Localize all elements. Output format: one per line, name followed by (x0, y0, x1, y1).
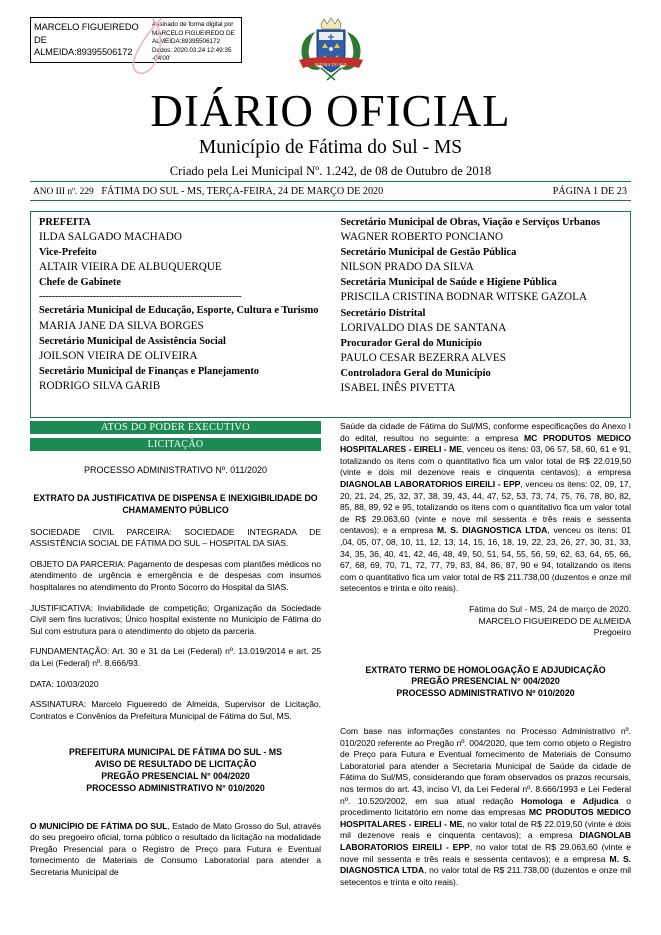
officials-box (30, 211, 631, 418)
banner-atos-do-poder-executivo: ATOS DO PODER EXECUTIVO (30, 421, 321, 434)
signature-details: Assinado de forma digital por MARCELO FIGUEIREDO DE ALMEIDA:89395506172 Dados: 2020.03.24 12:49:35 -04'00' (152, 21, 235, 63)
signature-person-role: Pregoeiro (593, 627, 631, 638)
resultado-text-4: , venceu os itens: 01 ,04, 05, 07, 08, 10, 11, 12, 13, 14, 15, 16, 18, 19, 22, 23, 26, 27, 30, 31, 33, 34, 35, 36, 40, 41, 42, 46, 48, 49, 50, 51, 54, 55, 56, 59, 62, 63, 64, 65, 66, 67, 68, 69, 70, 71, 72, 77, 79, 83, 84, 86, 87, 90 e 94, totalizando os itens com o quantitativo fica um valor total de R$ 211.738,00 (duzentos e onze mil setecentos e trinta e oito reais). (340, 525, 631, 594)
municipio-paragraph (30, 821, 321, 879)
homologacao-heading-line2: PREGÃO PRESENCIAL N° 004/2020 (411, 676, 560, 687)
municipio-bold: O MUNICÍPIO DE FÁTIMA DO SUL (30, 820, 168, 831)
official-role: Secretária Municipal de Educação, Esporte, Cultura e Turismo (39, 305, 319, 317)
coat-of-arms-icon (295, 16, 367, 84)
empresa-2-name: DIAGNOLAB LABORATORIOS EIREILI - EPP (340, 478, 521, 489)
resultado-text-1: Saúde da cidade de Fátima do Sul/MS, conforme especificações do Anexo I do edital, resultou no seguinte: a empresa (340, 421, 631, 443)
official-person: RODRIGO SILVA GARIB (39, 379, 161, 392)
officials-divider: ---------------------------------------------------------------- (39, 291, 242, 303)
issue-info-left (30, 186, 383, 197)
aviso-heading-line4: PROCESSO ADMINISTRATIVO N° 010/2020 (86, 782, 265, 793)
official-person: ILDA SALGADO MACHADO (39, 231, 182, 244)
page-title: DIÁRIO OFICIAL (150, 86, 511, 136)
masthead (0, 86, 661, 182)
resultado-text-3: , venceu os itens: 02, 09, 17, 20, 21, 24, 25, 32, 37, 38, 39, 43, 44, 47, 52, 53, 73, 74, 75, 76, 78, 80, 82, 85, 88, 89, 92 e 95, totalizando os itens com o quantitativo fica um valor total de R$ 29.063,60 (vinte e nove mil sessenta e três reais e sessenta centavos); e a empresa (340, 478, 631, 536)
official-role: Controladora Geral do Município (340, 367, 491, 379)
homologacao-empresa-1: MC PRODUTOS MEDICO HOSPITALARES - EIRELI - ME (340, 807, 632, 829)
official-role: Secretária Municipal de Saúde e Higiene Pública (340, 277, 557, 289)
official-person: ALTAIR VIEIRA DE ALBUQUERQUE (39, 261, 222, 274)
official-person: JOILSON VIEIRA DE OLIVEIRA (39, 349, 198, 362)
empresa-1-name: MC PRODUTOS MEDICO HOSPITALARES - EIRELI - ME (340, 432, 631, 455)
homologacao-empresa-3: M. S. DIAGNOSTICA LTDA (340, 853, 631, 876)
signature-person-name: MARCELO FIGUEIREDO DE ALMEIDA (478, 615, 631, 626)
data-paragraph: DATA: 10/03/2020 (30, 678, 99, 689)
aviso-heading-line1: PREFEITURA MUNICIPAL DE FÁTIMA DO SUL - MS (69, 747, 282, 758)
official-person: NILSON PRADO DA SILVA (340, 261, 474, 274)
issue-date: FÁTIMA DO SUL - MS, TERÇA-FEIRA, 24 DE MARÇO DE 2020 (101, 185, 384, 197)
official-person: PAULO CESAR BEZERRA ALVES (340, 351, 506, 364)
official-role: Secretário Distrital (340, 307, 426, 319)
official-role: Secretário Municipal de Gestão Pública (340, 247, 517, 259)
officials-column-right (331, 215, 631, 417)
homologacao-text-4: , no valor total de R$ 29.063,60 (vinte e nove mil sessenta e três reais e sessenta centavos); e a empresa (340, 842, 631, 864)
official-role: Secretário Municipal de Assistência Social (39, 335, 226, 347)
signature-block-pregoeiro (340, 604, 631, 639)
processo-administrativo-header: PROCESSO ADMINISTRATIVO Nº. 011/2020 (83, 465, 267, 475)
svg-text:FATIMA DO SUL: FATIMA DO SUL (314, 62, 348, 67)
resultado-paragraph (340, 421, 631, 595)
body-column-left (30, 421, 321, 887)
official-role: PREFEITA (39, 217, 91, 228)
homologacao-paragraph (340, 726, 631, 888)
officials-column-left (31, 215, 331, 417)
body-column-right (340, 421, 631, 897)
homologacao-text-3: , no valor total de R$ 22.019,50 (vinte e dois mil dezenove reais e cinquenta centavos); a empresa (340, 818, 631, 841)
digital-signature-stamp (30, 17, 242, 63)
page-number: PÁGINA 1 DE 23 (552, 185, 627, 197)
official-person: LORIVALDO DIAS DE SANTANA (340, 321, 507, 334)
homologacao-text-2: o procedimento licitatório em nome das empresas (340, 795, 631, 818)
official-person: MARIA JANE DA SILVA BORGES (39, 319, 204, 332)
official-role: Secretário Municipal de Obras, Viação e Serviços Urbanos (340, 217, 601, 228)
official-person: WAGNER ROBERTO PONCIANO (340, 231, 504, 244)
extrato-justificativa-heading: EXTRATO DA JUSTIFICATIVA DE DISPENSA E INEXIGIBILIDADE DO CHAMAMENTO PÚBLICO (33, 493, 318, 515)
empresa-3-name: M. S. DIAGNOSTICA LTDA (436, 525, 548, 536)
issue-info-bar (30, 181, 631, 201)
municipio-rest: , Estado de Mato Grosso do Sul, através do seu pregoeiro oficial, torna público o resultado da licitação na modalidade Pregão Presencial para o Registro de Preço para Futura e Eventual fornecimento de Materiais de Consumo Laboratorial para atender a Secretaria Municipal de (30, 820, 322, 877)
official-role: Procurador Geral do Município (340, 337, 482, 349)
fundamentacao-paragraph: FUNDAMENTAÇÃO: Art. 30 e 31 da Lei (Federal) nº. 13.019/2014 e art. 25 da Lei (Federal) nº. 8.666/93. (30, 646, 321, 668)
aviso-heading-line3: PREGÃO PRESENCIAL N° 004/2020 (101, 770, 250, 781)
signature-name: MARCELO FIGUEIREDO DE ALMEIDA:89395506172 (34, 22, 139, 58)
official-role: Chefe de Gabinete (39, 277, 121, 289)
banner-licitacao: LICITAÇÃO (30, 438, 321, 451)
official-person: ISABEL INÊS PIVETTA (340, 382, 456, 395)
objeto-paragraph: OBJETO DA PARCERIA: Pagamento de despesas com plantões médicos no atendimento de urgência e emergência e de despesas com insumos hospitalares no atendimento do Pronto Socorro do Hospital da SIAS. (30, 558, 321, 592)
official-person: PRISCILA CRISTINA BODNAR WITSKE GAZOLA (340, 291, 588, 304)
signature-place-date: Fátima do Sul - MS, 24 de março de 2020. (469, 603, 631, 614)
homologacao-heading-line3: PROCESSO ADMINISTRATIVO Nº 010/2020 (396, 688, 575, 699)
masthead-law-line: Criado pela Lei Municipal Nº. 1.242, de 08 de Outubro de 2018 (169, 164, 492, 178)
homologacao-text-1: Com base nas informações constantes no Processo Administrativo nº. 010/2020 referente ao Pregão nº. 004/2020, que tem como objeto o Registro de Preço para Futura e Eventual fornecimento de Materiais de Consumo Laboratorial para atender a Secretaria Municipal de Saúde da cidade de Fátima do Sul/MS, considerando que foram observados os prazos recursais, nos termos do art. 43, inciso VI, da Lei Federal nº. 8.666/1993 e Lei Federal nº. 10.520/2002, em sua atual redação (340, 726, 631, 806)
assinatura-paragraph: ASSINATURA: Marcelo Figueiredo de Almeida, Supervisor de Licitação, Contratos e Convênios da Prefeitura Municipal de Fátima do Sul, MS. (30, 699, 321, 721)
justificativa-paragraph: JUSTIFICATIVA: Inviabilidade de competição; Organização da Sociedade Civil sem fins lucrativos; Único hospital existente no Municipio de Fátima do Sul com estrutura para o atendimento do objeto da parceria. (30, 602, 321, 636)
official-role: Vice-Prefeito (39, 247, 97, 259)
resultado-text-2: , venceu os itens: 03, 06 57, 58, 60, 61 e 91, totalizando os itens com o quantitativo fica um valor total de R$ 22.019,50 (vinte e dois mil dezenove reais e cinquenta centavos); a empresa (340, 444, 632, 478)
homologa-adjudica-bold: Homologa e Adjudica (521, 795, 619, 806)
aviso-heading-line2: AVISO DE RESULTADO DE LICITAÇÃO (94, 759, 257, 770)
homologacao-empresa-2: DIAGNOLAB LABORATORIOS EIREILI - EPP (340, 830, 631, 853)
issue-number: ANO III nº. 229 (33, 186, 94, 197)
sociedade-paragraph: SOCIEDADE CIVIL PARCEIRA: SOCIEDADE INTEGRADA DE ASSISTÊNCIA SOCIAL DE FÁTIMA DO SUL – HOSPITAL DA SIAS. (30, 526, 321, 549)
homologacao-text-5: , no valor total de R$ 211.738,00 (duzentos e onze mil setecentos e trinta e oito reais). (340, 865, 631, 887)
homologacao-heading-line1: EXTRATO TERMO DE HOMOLOGAÇÃO E ADJUDICAÇÃO (365, 664, 606, 675)
masthead-subtitle: Município de Fátima do Sul - MS (198, 137, 463, 158)
official-role: Secretário Municipal de Finanças e Planejamento (39, 365, 260, 377)
